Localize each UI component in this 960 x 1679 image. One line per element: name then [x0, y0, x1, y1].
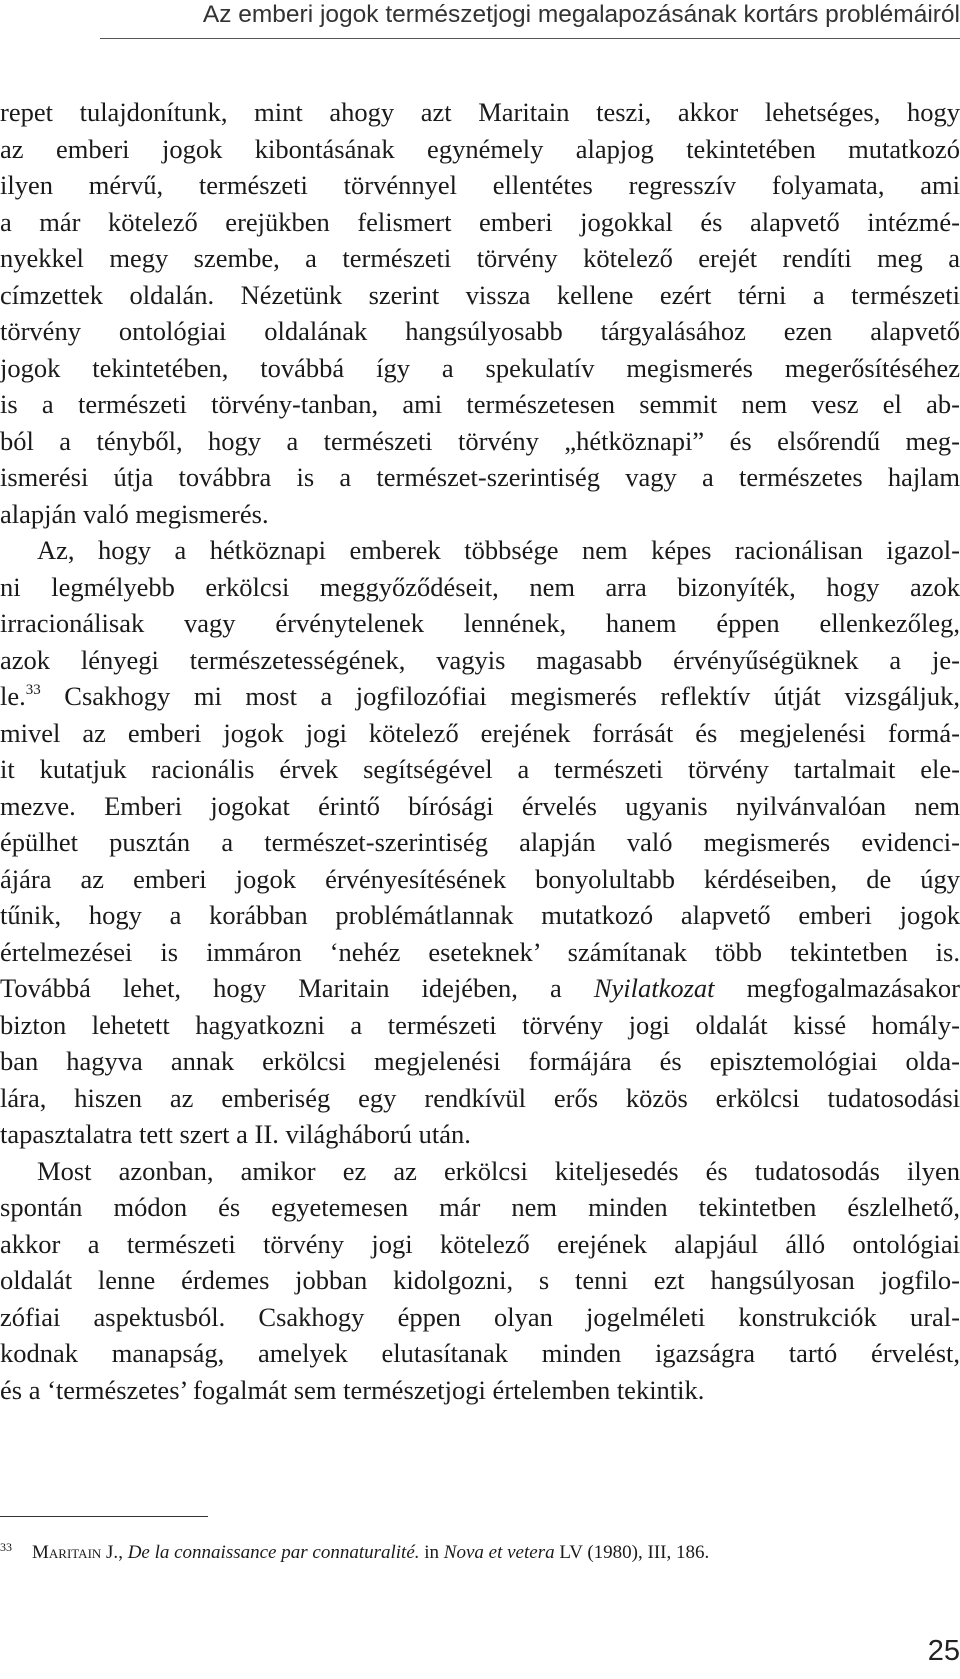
text-line: oldalát lenne érdemes jobban kidolgozni, s tenni ezt hangsúlyosan jogfilo- [0, 1265, 960, 1295]
text-line: lára, hiszen az emberiség egy rendkívül erős közös erkölcsi tudatosodási [0, 1082, 960, 1113]
text-line: akkor a természeti törvény jogi kötelező erejének alapjául álló ontológiai [0, 1228, 960, 1259]
text-line: spontán módon és egyetemesen már nem minden tekintetben észlelhető, [0, 1192, 960, 1222]
text-run: Csakhogy mi most a jogfilozófiai megismerés reflektív útját vizsgáljuk, [40, 681, 960, 711]
text-line: repet tulajdonítunk, mint ahogy azt Maritain teszi, akkor lehetséges, hogy [0, 97, 960, 127]
paragraph-3 [0, 1153, 960, 1409]
text-line: Az, hogy a hétköznapi emberek többsége nem képes racionálisan igazol- [37, 535, 960, 565]
text-line-with-italic [0, 970, 960, 1007]
text-line: bizton lehetett hagyatkozni a természeti törvény jogi oldalát kissé homály- [0, 1009, 960, 1040]
footnote-reference[interactable]: 33 [25, 682, 41, 698]
text-line: címzettek oldalán. Nézetünk szerint vissza kellene ezért térni a természeti [0, 279, 960, 310]
text-line: is a természeti törvény-tanban, ami természetesen semmit nem vesz el ab- [0, 389, 960, 419]
text-line: zófiai aspektusból. Csakhogy éppen olyan jogelméleti konstrukciók ural- [0, 1301, 960, 1332]
page-number: 25 [927, 1635, 960, 1667]
paragraph-2 [0, 532, 960, 1153]
text-run: le. [0, 681, 26, 711]
text-line: mezve. Emberi jogokat érintő bírósági érvelés ugyanis nyilvánvalóan nem [0, 790, 960, 821]
footnote-author: Maritain J. [32, 1542, 119, 1563]
text-line: épülhet pusztán a természet-szerintiség alapján való megismerés evidenci- [0, 827, 960, 857]
body-text [0, 94, 960, 1408]
text-line: a már kötelező erejükben felismert emberi jogokkal és alapvető intézmé- [0, 206, 960, 237]
text-line: az emberi jogok kibontásának egynémely alapjog tekintetében mutatkozó [0, 133, 960, 164]
text-run: megfogalmazásakor [714, 973, 960, 1003]
text-line: tapasztalatra tett szert a II. világháború után. [0, 1119, 471, 1149]
footnote-details: LV (1980), III, 186. [554, 1542, 710, 1563]
running-header: Az emberi jogok természetjogi megalapozásának kortárs problémáiról [202, 1, 960, 28]
text-line: kodnak manapság, amelyek elutasítanak minden igazságra tartó érvelést, [0, 1338, 960, 1368]
text-line: ismerési útja továbbra is a természet-szerintiség vagy a természetes hajlam [0, 462, 960, 492]
text-line: jogok tekintetében, továbbá így a spekulatív megismerés megerősítéséhez [0, 352, 960, 383]
footnote-title: De la connaissance par connaturalité. [127, 1542, 420, 1563]
text-line: irracionálisak vagy érvénytelenek lennének, hanem éppen ellenkezőleg, [0, 608, 960, 638]
text-line: nyekkel megy szembe, a természeti törvény kötelező erejét rendíti meg a [0, 243, 960, 273]
text-run: Továbbá lehet, hogy Maritain idejében, a [0, 973, 594, 1003]
footnote [0, 1534, 960, 1566]
text-line-with-footnote-ref [0, 678, 960, 715]
text-line: Most azonban, amikor ez az erkölcsi kiteljesedés és tudatosodás ilyen [37, 1155, 960, 1186]
text-line: tűnik, hogy a korábban problémátlannak mutatkozó alapvető emberi jogok [0, 900, 960, 930]
header-rule [100, 38, 960, 39]
text-line: azok lényegi természetességének, vagyis magasabb érvényűségüknek a je- [0, 644, 960, 675]
text-line: alapján való megismerés. [0, 498, 269, 529]
text-line: ni legmélyebb erkölcsi meggyőződéseit, nem arra bizonyíték, hogy azok [0, 571, 960, 602]
text-line: mivel az emberi jogok jogi kötelező erejének forrását és megjelenési formá- [0, 717, 960, 748]
text-line: ból a tényből, hogy a természeti törvény „hétköznapi” és elsőrendű meg- [0, 425, 960, 456]
text-line: ban hagyva annak erkölcsi megjelenési formájára és episztemológiai olda- [0, 1046, 960, 1076]
footnote-sep: , [118, 1542, 128, 1563]
italic-title: Nyilatkozat [593, 973, 715, 1003]
footnote-number: 33 [0, 1540, 12, 1554]
text-line: törvény ontológiai oldalának hangsúlyosabb tárgyalásához ezen alapvető [0, 316, 960, 346]
paragraph-1 [0, 94, 960, 532]
text-line: értelmezései is immáron ‘nehéz eseteknek’ számítanak több tekintetben is. [0, 936, 960, 967]
footnote-journal: Nova et vetera [443, 1542, 555, 1563]
text-line: és a ‘természetes’ fogalmát sem természetjogi értelemben tekintik. [0, 1374, 705, 1405]
footnote-in: in [419, 1542, 444, 1563]
footnote-rule [0, 1516, 208, 1517]
text-line: ájára az emberi jogok érvényesítésének bonyolultabb kérdéseiben, de úgy [0, 863, 960, 894]
text-line: ilyen mérvű, természeti törvénnyel ellentétes regresszív folyamata, ami [0, 170, 960, 200]
text-line: it kutatjuk racionális érvek segítségével a természeti törvény tartalmait ele- [0, 754, 960, 784]
